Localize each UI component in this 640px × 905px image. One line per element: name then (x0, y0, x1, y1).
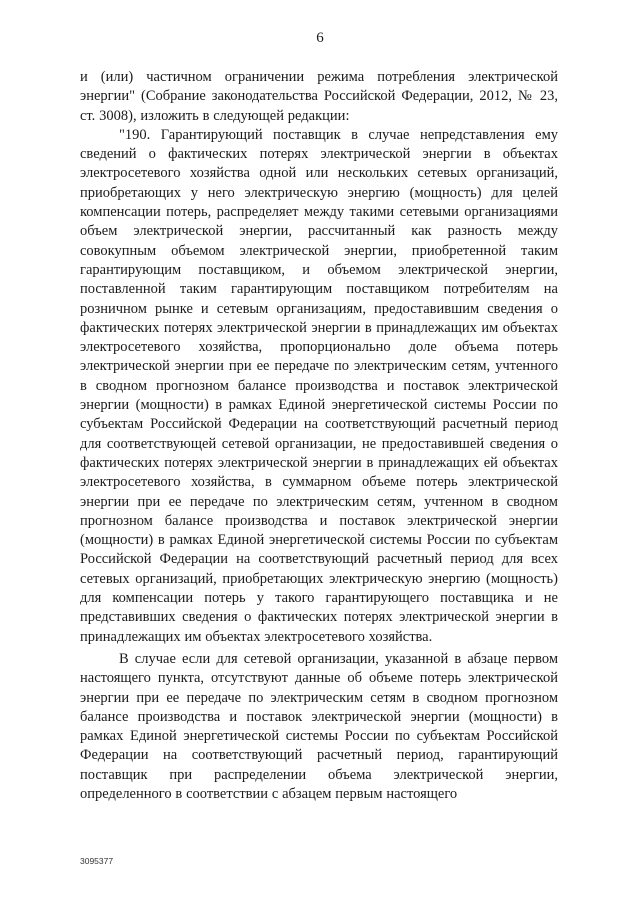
document-code: 3095377 (80, 856, 114, 866)
paragraph-case: В случае если для сетевой организации, указанной в абзаце первом настоящего пункта, отсутствуют данные об объеме потерь электрической энергии при ее передаче по электрическим сетям в сводном прогнозном балансе производства и поставок электрической энергии (мощности) в рамках Единой энергетической системы России по субъектам Российской Федерации на соответствующий расчетный период, гарантирующий поставщик при распределении объема электрической энергии, определенного в соответствии с абзацем первым настоящего (80, 650, 558, 802)
page-number: 6 (316, 30, 324, 46)
document-body (80, 68, 558, 804)
paragraph-intro: и (или) частичном ограничении режима потребления электрической энергии" (Собрание законодательства Российской Федерации, 2012, № 23, ст. 3008), изложить в следующей редакции: (80, 69, 558, 124)
paragraph-item-190: "190. Гарантирующий поставщик в случае непредставления ему сведений о фактических потерях электрической энергии в объектах электросетевого хозяйства одной или нескольких сетевых организаций, приобретающих у него электрическую энергию (мощность) для целей компенсации потерь, распределяет между такими сетевыми организациями объем электрической энергии, рассчитанный как разность между совокупным объемом электрической энергии, приобретенной таким гарантирующим поставщиком, и объемом электрической энергии, поставленной таким гарантирующим поставщиком потребителям на розничном рынке и сетевым организациям, предоставившим сведения о фактических потерях электрической энергии в принадлежащих им объектах электросетевого хозяйства, пропорционально доле объема потерь электрической энергии при ее передаче по электрическим сетям, учтенного в сводном прогнозном балансе производства и поставок электрической энергии (мощности) в рамках Единой энергетической системы России по субъектам Российской Федерации на соответствующий расчетный период для соответствующей сетевой организации, не предоставившей сведения о фактических потерях электрической энергии в принадлежащих ей объектах электросетевого хозяйства, в суммарном объеме потерь электрической энергии при ее передаче по электрическим сетям, учтенном в сводном прогнозном балансе производства и поставок электрической энергии (мощности) в рамках Единой энергетической системы России по субъектам Российской Федерации на соответствующий расчетный период для всех сетевых организаций, приобретающих электрическую энергию (мощность) для компенсации потерь у такого гарантирующего поставщика и не представивших сведения о фактических потерях электрической энергии в принадлежащих им объектах электросетевого хозяйства. (80, 126, 558, 645)
